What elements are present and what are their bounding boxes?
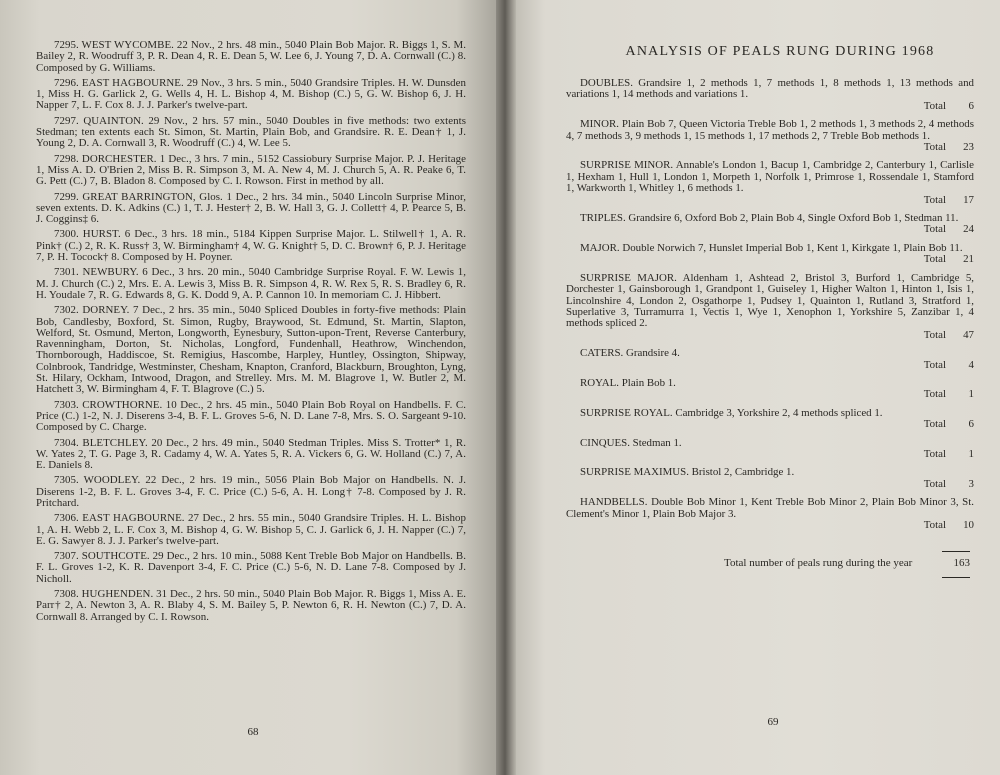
category-total-line [566,419,974,430]
total-label: Total [923,193,946,206]
right-page [516,0,1000,775]
category-total: 47 [963,328,974,341]
category-total-line [566,330,974,341]
category-total: 24 [963,223,974,236]
category-total-line [566,449,974,460]
category-total-line [566,224,974,235]
peal-entry: 7302. DORNEY. 7 Dec., 2 hrs. 35 min., 5040 Spliced Doubles in forty-five methods: Plain Bob, Candlesby, Boxford, St. Simon, Rugby, Braywood, St. Edmund, St. Martin, Slapton, Welford, St. Osmund, Merton, Longworth, Eynesbury, Sutton-upon-Trent, Reverse Canterbury, Ravenningham, Dorton, St. Nicholas, Longford, Fundenhall, Heathrow, Winchendon, Thornborough, Haddiscoe, St. Remigius, Hascombe, Harpley, Huntley, Ossington, Shipway, Colnbrook, Tandridge, Westminster, Chesham, Knapton, Cranford, Blackburn, Broughton, Lyng, St. Hilary, Ockham, Intwood, Dragon, and Strelley. Mrs. M. M. Blagrove 1, W. Butler 2, M. Hatchett 3, W. Birmingham 4, F. T. Blagrove (C.) 5. [36,304,466,396]
peal-category [566,78,974,112]
category-total: 6 [968,99,974,112]
peal-entry: 7307. SOUTHCOTE. 29 Dec., 2 hrs. 10 min., 5088 Kent Treble Bob Major on Handbells. B. F. L. Groves 1-2, K. R. Davenport 3-4, F. C. Price (C.) 5-6, N. D. Lane 7-8. Composed by J. Nicholl. [36,550,466,585]
analysis-title: ANALYSIS OF PEALS RUNG DURING 1968 [625,44,935,59]
category-total: 23 [963,141,974,154]
category-text: HANDBELLS. Double Bob Minor 1, Kent Treble Bob Minor 2, Plain Bob Minor 3, St. Clement's Minor 1, Plain Bob Major 3. [566,496,974,520]
total-label: Total [923,358,946,371]
page-number-right: 69 [767,716,779,728]
peal-entry: 7298. DORCHESTER. 1 Dec., 3 hrs. 7 min., 5152 Cassiobury Surprise Major. P. J. Heritage 1, Miss A. D. O'Brien 2, Miss B. R. Simpson 3, M. A. New 4, M. J. Church 5, A. R. Peake 6, T. G. Pett (C.) 7, B. Bladon 8. Composed by C. I. Rowson. First in method by all. [36,152,466,188]
category-text: SURPRISE MAXIMUS. Bristol 2, Cambridge 1. [580,466,795,479]
category-text: SURPRISE MAJOR. Aldenham 1, Ashtead 2, Bristol 3, Burford 1, Cambridge 5, Dorchester 1, Gainsborough 1, Grandpont 1, Guiseley 1, Higher Walton 1, Hinton 1, Isis 1, Lincolnshire 4, London 2, Osgathorpe 1, Pudsey 1, Quainton 1, Rutland 3, Stratford 1, Superlative 3, Turramurra 1, Vectis 1, Wye 1, Xenophon 1, Yorkshire 5, Zanzibar 1, 4 methods spliced 2. [566,271,974,330]
category-total-line [566,101,974,112]
peal-category [566,273,974,341]
category-text: CATERS. Grandsire 4. [580,347,680,360]
peal-analysis-list [566,78,974,531]
peal-category [566,348,974,371]
total-label: Total [923,447,946,460]
category-total-line [566,389,974,400]
peal-entry: 7308. HUGHENDEN. 31 Dec., 2 hrs. 50 min., 5040 Plain Bob Major. R. Biggs 1, Miss A. E. Parr† 2, A. Newton 3, A. R. Blaby 4, S. M. Bailey 5, P. Newton 6, R. H. Newton (C.) 7, D. A. Cornwall 8. Arranged by C. I. Rowson. [36,588,466,623]
total-label: Total [923,388,946,401]
total-label: Total [923,519,946,531]
category-text: DOUBLES. Grandsire 1, 2 methods 1, 7 methods 1, 8 methods 1, 13 methods and variations 1, 14 methods and variations 1. [566,77,974,101]
peal-entry: 7297. QUAINTON. 29 Nov., 2 hrs. 57 min., 5040 Doubles in five methods: two extents Stedman; ten extents each St. Simon, St. Martin, Plain Bob, and Grandsire. R. E. Dean† 1, J. Young 2, D. A. Cornwall 3, R. Woodruff (C.) 4, W. Lee 5. [36,114,466,150]
category-total: 6 [968,418,974,431]
category-total: 17 [963,193,974,206]
category-total-line [566,479,974,490]
category-total-line [566,254,974,265]
category-total: 1 [968,447,974,460]
peal-category [566,160,974,206]
peal-category [566,467,974,490]
peal-entry: 7296. EAST HAGBOURNE. 29 Nov., 3 hrs. 5 min., 5040 Grandsire Triples. H. W. Dunsden 1, Miss H. G. Garlick 2, G. Wells 4, H. L. Bishop 4, M. Bishop (C.) 5, G. W. Bishop 6, J. H. Napper 7, L. F. Cox 8. J. J. Parker's twelve-part. [36,76,466,112]
total-label: Total [923,223,946,236]
peal-entry: 7301. NEWBURY. 6 Dec., 3 hrs. 20 min., 5040 Cambridge Surprise Royal. F. W. Lewis 1, M. J. Church (C.) 2, Mrs. E. A. Lewis 3, Miss B. R. Simpson 4, R. W. Rex 5, R. S. Bradley 6, R. H. Youdale 7, R. G. Edwards 8, G. K. Dodd 9, A. P. Cannon 10. In memoriam C. J. Hibbert. [36,266,466,301]
category-text: SURPRISE ROYAL. Cambridge 3, Yorkshire 2, 4 methods spliced 1. [580,406,883,419]
total-label: Total [923,99,946,112]
peal-category [566,243,974,266]
category-text: MINOR. Plain Bob 7, Queen Victoria Treble Bob 1, 2 methods 1, 3 methods 2, 4 methods 4, 7 methods 3, 9 methods 1, 15 methods 1, 17 methods 2, 7 Treble Bob methods 1. [566,118,974,142]
peal-category [566,213,974,236]
category-total: 3 [968,477,974,490]
peal-entries [36,40,466,623]
peal-category [566,119,974,153]
page-number-left: 68 [247,726,259,738]
peal-entry: 7304. BLETCHLEY. 20 Dec., 2 hrs. 49 min., 5040 Stedman Triples. Miss S. Trotter* 1, R. W. Yates 2, T. G. Page 3, R. Cadamy 4, W. A. Yates 5, R. A. Vickers 6, G. W. Holland (C.) 7, A. E. Daniels 8. [36,436,466,472]
category-total: 4 [968,358,974,371]
category-total: 10 [963,519,974,531]
peal-entry: 7295. WEST WYCOMBE. 22 Nov., 2 hrs. 48 min., 5040 Plain Bob Major. R. Biggs 1, S. M. Bailey 2, R. Woodruff 3, P. R. Dean 4, R. E. Dean 5, W. Lee 6, J. Young 7, D. A. Cornwall (C.) 8. Composed by G. Williams. [36,39,466,74]
peal-category [566,378,974,401]
peal-entry: 7299. GREAT BARRINGTON, Glos. 1 Dec., 2 hrs. 34 min., 5040 Lincoln Surprise Minor, seven extents. D. K. Adkins (C.) 1, T. J. Hester† 2, B. W. Hall 3, G. J. Collett† 4, P. Pearce 5, B. J. Coggins‡ 6. [36,190,466,226]
total-label: Total [923,418,946,431]
peal-category [566,408,974,431]
peal-entry: 7305. WOODLEY. 22 Dec., 2 hrs. 19 min., 5056 Plain Bob Major on Handbells. N. J. Diserens 1-2, B. F. L. Groves 3-4, F. C. Price (C.) 5-6, A. H. Long† 7-8. Composed by J. R. Pritchard. [36,474,466,509]
peal-entry: 7300. HURST. 6 Dec., 3 hrs. 18 min., 5184 Kippen Surprise Major. L. Stilwell† 1, A. R. Pink† (C.) 2, R. K. Russ† 3, W. Birmingham† 4, W. G. Knight† 5, D. C. Brown† 6, P. J. Heritage 7, P. H. Tocock† 8. Composed by H. Poyner. [36,228,466,264]
left-page [0,0,496,775]
category-text: SURPRISE MINOR. Annable's London 1, Bacup 1, Cambridge 2, Canterbury 1, Carlisle 1, Hexham 1, Hull 1, London 1, Morpeth 1, Norfolk 1, Primrose 1, Rossendale 1, Stamford 1, Warkworth 1, Whitley 1, 6 methods 1. [566,159,974,195]
category-text: TRIPLES. Grandsire 6, Oxford Bob 2, Plain Bob 4, Single Oxford Bob 1, Stedman 11. [580,212,959,225]
grand-total-row [566,551,974,585]
grand-total-value: 163 [942,551,970,578]
peal-category [566,438,974,461]
total-label: Total [923,477,946,490]
total-label: Total [923,141,946,154]
total-label: Total [923,253,946,266]
category-total: 21 [963,253,974,266]
grand-total-label: Total number of peals rung during the year [724,557,913,570]
category-total-line [566,195,974,206]
peal-category [566,497,974,531]
category-text: MAJOR. Double Norwich 7, Hunslet Imperial Bob 1, Kent 1, Kirkgate 1, Plain Bob 11. [580,241,963,254]
category-text: ROYAL. Plain Bob 1. [580,376,676,389]
peal-entry: 7303. CROWTHORNE. 10 Dec., 2 hrs. 45 min., 5040 Plain Bob Royal on Handbells. F. C. Price (C.) 1-2, N. J. Diserens 3-4, B. F. L. Groves 5-6, N. D. Lane 7-8, Mrs. S. O. Sargeant 9-10. Composed by C. Charge. [36,398,466,434]
category-text: CINQUES. Stedman 1. [580,436,682,449]
book-gutter [496,0,516,775]
peal-entry: 7306. EAST HAGBOURNE. 27 Dec., 2 hrs. 55 min., 5040 Grandsire Triples. H. L. Bishop 1, A. H. Webb 2, L. F. Cox 3, M. Bishop 4, G. W. Bishop 5, C. J. Garlick 6, J. H. Napper (C.) 7, E. G. Sawyer 8. J. J. Parker's twelve-part. [36,512,466,547]
category-total-line [566,360,974,371]
total-label: Total [923,328,946,341]
category-total-line [566,520,974,531]
category-total: 1 [968,388,974,401]
category-total-line [566,142,974,153]
